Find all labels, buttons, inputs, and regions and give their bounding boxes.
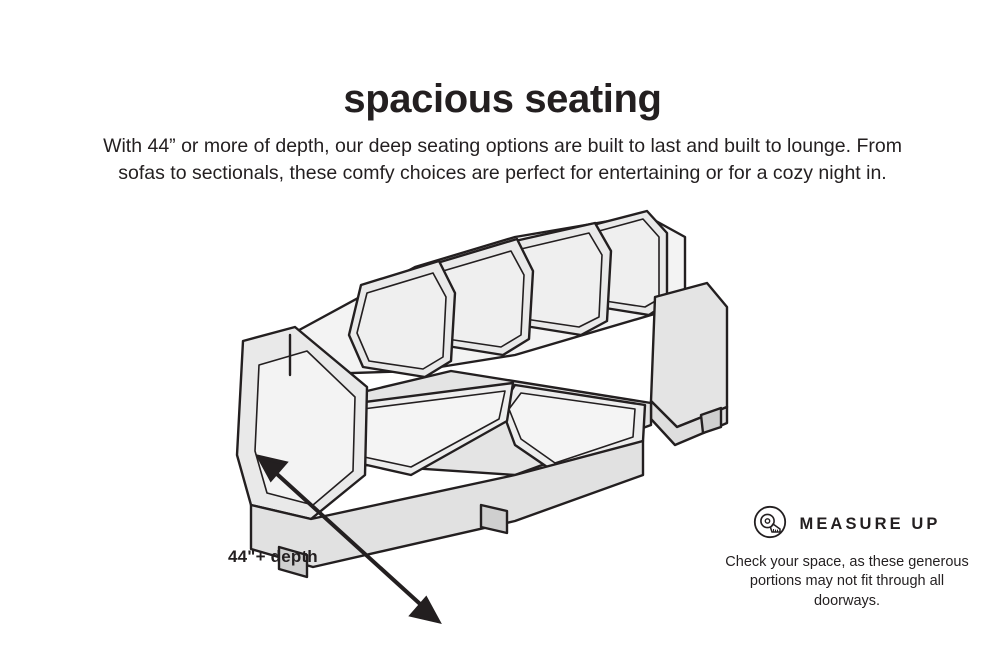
description-text: With 44” or more of depth, our deep seating options are built to last and built to lounge. From sofas to sectionals, these comfy choices are perfect for entertaining or for a cozy night in.	[103, 134, 902, 185]
depth-dimension-label: 44"+ depth	[228, 547, 318, 566]
tape-measure-icon	[753, 505, 787, 544]
measure-up-title: MEASURE UP	[799, 515, 941, 533]
measure-up-body: Check your space, as these generous portions may not fit through all doorways.	[725, 554, 969, 609]
measure-up-callout	[717, 505, 977, 611]
page-title: spacious seating	[343, 76, 662, 121]
measure-up-header	[717, 505, 977, 544]
